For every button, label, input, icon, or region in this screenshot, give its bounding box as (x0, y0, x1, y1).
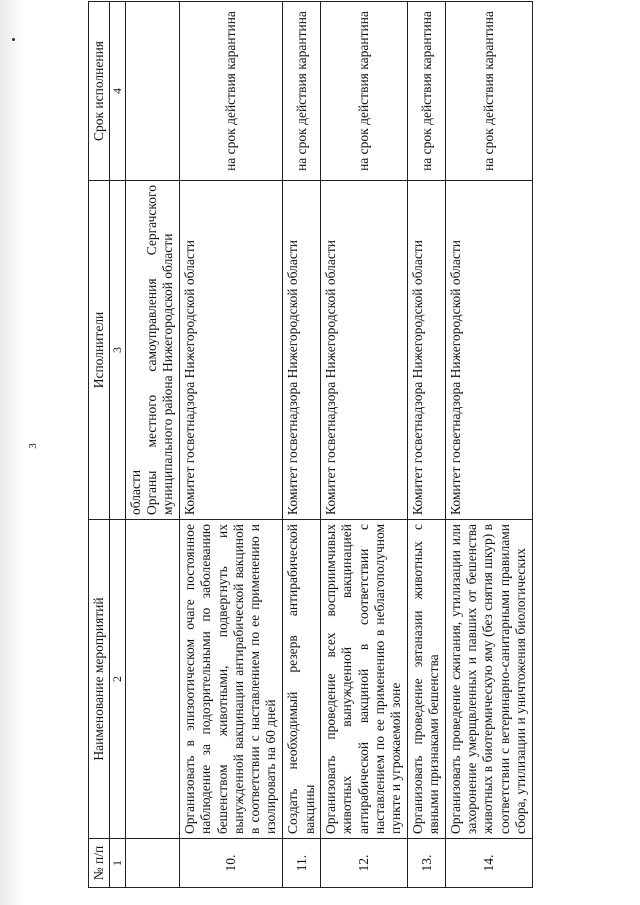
header-executors: Исполнители (89, 181, 110, 520)
row-num: 14. (446, 839, 533, 888)
row-executors: Комитет госветнадзора Нижегородской области (446, 181, 533, 520)
continued-name (125, 520, 179, 839)
row-num: 11. (283, 839, 321, 888)
row-term: на срок действия карантина (408, 2, 446, 181)
row-num: 13. (408, 839, 446, 888)
column-number: 1 (110, 839, 126, 888)
table-row (408, 2, 446, 888)
header-row (89, 2, 110, 888)
table-row (180, 2, 283, 888)
row-name: Организовать проведение эвтаназии животных с явными признаками бешенства (408, 520, 446, 839)
row-term: на срок действия карантина (446, 2, 533, 181)
row-executors: Комитет госветнадзора Нижегородской области (321, 181, 408, 520)
row-term: на срок действия карантина (283, 2, 321, 181)
page-number: 3 (26, 443, 39, 449)
header-num: № п/п (89, 839, 110, 888)
table-row (283, 2, 321, 888)
continued-executors-2: Органы местного самоуправления Сергачского муниципального района Нижегородской области (144, 185, 176, 515)
continued-executors-1: области (127, 469, 143, 515)
row-name: Организовать проведение сжигания, утилизации или захоронение умерщвленных и павших от бешенства животных в биотермическую яму (без снятия шкур) в соответствии с ветеринарно-санитарными правилами сбора, утилизации и уничтожения биологических (446, 520, 533, 839)
continued-executors (125, 181, 179, 520)
row-executors: Комитет госветнадзора Нижегородской области (180, 181, 283, 520)
header-term: Срок исполнения (89, 2, 110, 181)
column-number: 4 (110, 2, 126, 181)
row-executors: Комитет госветнадзора Нижегородской области (408, 181, 446, 520)
scan-edge-shadow (0, 0, 24, 905)
measures-table (88, 1, 533, 888)
row-executors: Комитет госветнадзора Нижегородской области (283, 181, 321, 520)
row-name: Организовать проведение всех восприимчивых животных вынужденной вакцинацией антирабической вакциной в соответствии с наставлением по ее применению в неблагополучном пункте и угрожаемой зоне (321, 520, 408, 839)
table-row (446, 2, 533, 888)
row-name: Создать необходимый резерв антирабической вакцины (283, 520, 321, 839)
row-num: 10. (180, 839, 283, 888)
row-num: 12. (321, 839, 408, 888)
continued-row (125, 2, 179, 888)
row-term: на срок действия карантина (180, 2, 283, 181)
continued-num (125, 839, 179, 888)
scan-speck (12, 38, 15, 41)
table-row (321, 2, 408, 888)
column-number: 3 (110, 181, 126, 520)
row-name: Организовать в эпизоотическом очаге постоянное наблюдение за подозрительными по заболеванию бешенством животными, подвергнуть их вынужденной вакцинации антирабической вакциной в соответствии с наставлением по ее применению и изолировать на 60 дней (180, 520, 283, 839)
continued-term (125, 2, 179, 181)
row-term: на срок действия карантина (321, 2, 408, 181)
column-number-row (110, 2, 126, 888)
column-number: 2 (110, 520, 126, 839)
header-name: Наименование мероприятий (89, 520, 110, 839)
